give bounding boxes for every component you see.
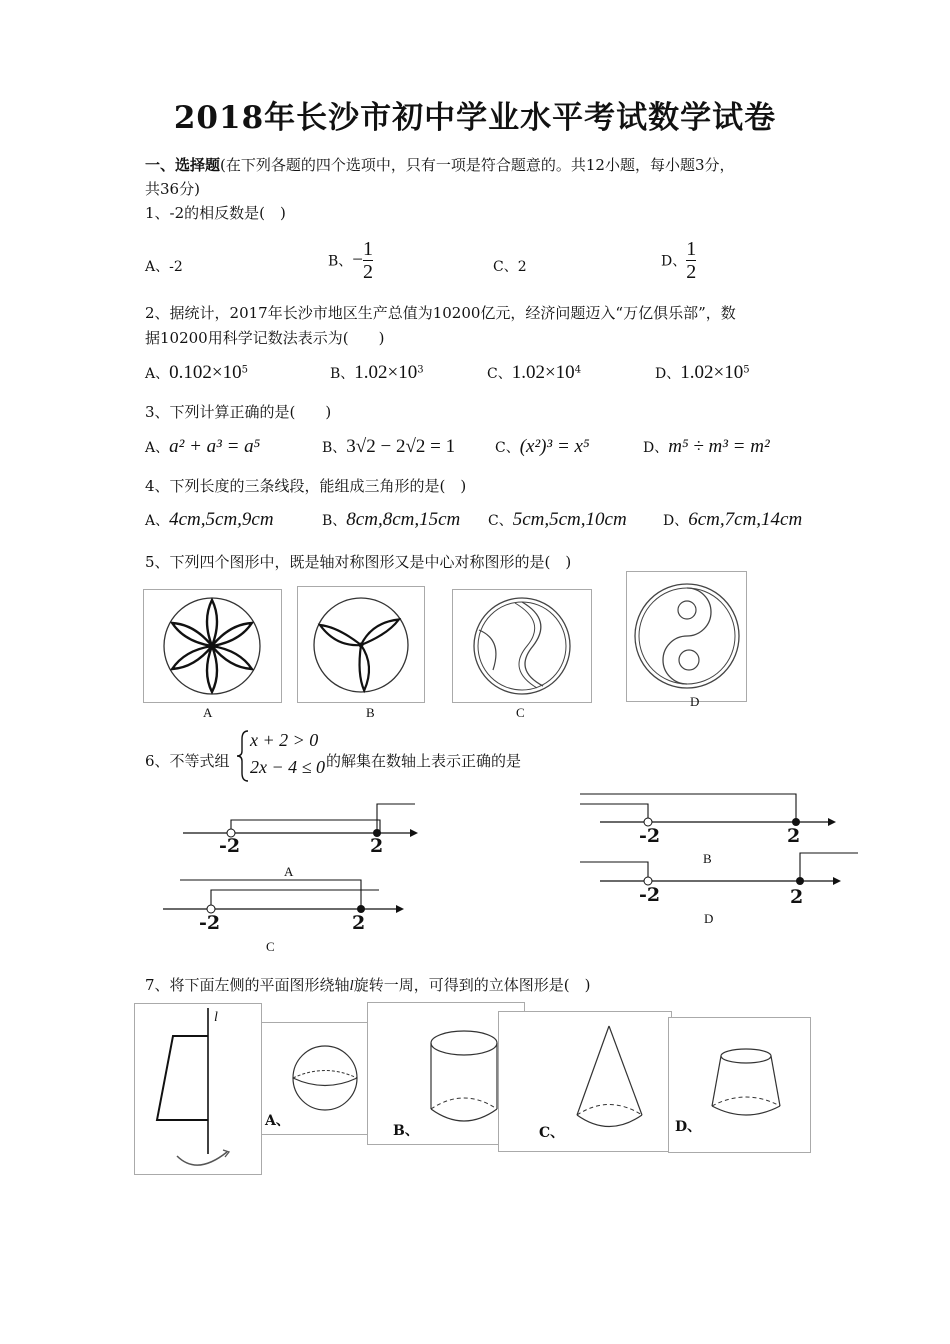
q6-c-tick-pos2: 2 bbox=[352, 912, 366, 934]
q2-a-prefix: A、 bbox=[145, 366, 170, 382]
q2-a-exponent: 5 bbox=[241, 364, 248, 376]
q2-c-exponent: 4 bbox=[574, 364, 582, 376]
q6-a-tick-pos2: 2 bbox=[370, 835, 384, 857]
cone-icon bbox=[499, 1012, 671, 1151]
q2-option-d bbox=[655, 362, 750, 384]
q5-figure-a bbox=[143, 589, 282, 703]
q4-option-a bbox=[145, 509, 274, 531]
q3-option-c bbox=[495, 436, 590, 458]
q3-d-prefix: D、 bbox=[643, 440, 669, 456]
q5-figure-d bbox=[626, 571, 747, 702]
q1-d-numerator: 1 bbox=[686, 238, 697, 260]
brace-icon bbox=[236, 729, 250, 783]
q3-c-prefix: C、 bbox=[495, 440, 520, 456]
q1-option-b bbox=[328, 238, 373, 283]
q1-option-d-prefix: D、 bbox=[661, 253, 687, 270]
q6-b-tick-pos2: 2 bbox=[787, 825, 801, 847]
q3-c-expression: (x²)³ = x⁵ bbox=[519, 436, 590, 457]
q4-option-d bbox=[663, 509, 802, 531]
q7-option-d-label: D、 bbox=[675, 1119, 702, 1135]
q5-figure-c bbox=[452, 589, 592, 703]
q2-b-base: 1.02×10 bbox=[354, 362, 418, 383]
q6-numberline-d bbox=[578, 850, 860, 892]
q1-b-numerator: 1 bbox=[363, 238, 374, 260]
q3-b-expression: 3√2 − 2√2 = 1 bbox=[346, 436, 456, 457]
q7-stem bbox=[145, 973, 590, 998]
q3-option-d bbox=[643, 436, 770, 458]
q5-label-a: A bbox=[203, 705, 213, 720]
yin-yang-icon bbox=[627, 572, 746, 701]
q6-numberline-b bbox=[578, 792, 843, 837]
q1-option-b-prefix: B、 bbox=[328, 253, 353, 270]
q2-stem-line1: 2、据统计，2017年长沙市地区生产总值为10200亿元，经济问题迈入“万亿俱乐部”，数 bbox=[145, 304, 736, 322]
q4-d-prefix: D、 bbox=[663, 513, 689, 529]
q7-axis-symbol: l bbox=[349, 978, 354, 994]
q6-prefix: 6、不等式组 bbox=[145, 752, 230, 770]
q1-option-a: A、-2 bbox=[145, 259, 183, 275]
q4-a-prefix: A、 bbox=[145, 513, 170, 529]
q6-a-tick-neg2: -2 bbox=[219, 835, 241, 857]
q7-axis-label: l bbox=[214, 1010, 218, 1025]
q5-label-c: C bbox=[516, 705, 525, 720]
q7-stem-b: 旋转一周，可得到的立体图形是( ) bbox=[353, 976, 591, 994]
q2-option-b bbox=[330, 362, 424, 384]
q4-d-expression: 6cm,7cm,14cm bbox=[688, 509, 803, 530]
q3-option-b bbox=[322, 436, 455, 458]
flower-six-petal-icon bbox=[144, 590, 281, 702]
q6-suffix: 的解集在数轴上表示正确的是 bbox=[326, 752, 522, 770]
q6-numberline-a bbox=[178, 800, 423, 862]
q1-option-d-fraction bbox=[686, 238, 696, 283]
q7-option-c-box bbox=[498, 1011, 672, 1152]
q6-label-b: B bbox=[703, 851, 712, 866]
q6-inequality-1: x + 2 > 0 bbox=[250, 730, 319, 750]
q4-c-expression: 5cm,5cm,10cm bbox=[512, 509, 627, 530]
q1-option-b-fraction bbox=[363, 238, 373, 283]
q6-b-tick-neg2: -2 bbox=[639, 825, 661, 847]
q1-b-denominator: 2 bbox=[363, 261, 374, 283]
q1-option-d bbox=[661, 238, 696, 283]
q5-stem: 5、下列四个图形中，既是轴对称图形又是中心对称图形的是( ) bbox=[145, 553, 572, 571]
q3-a-expression: a² + a³ = a⁵ bbox=[169, 436, 261, 457]
q2-a-base: 0.102×10 bbox=[169, 362, 242, 383]
q2-d-base: 1.02×10 bbox=[680, 362, 744, 383]
q6-label-a: A bbox=[284, 864, 294, 879]
q4-b-prefix: B、 bbox=[322, 513, 347, 529]
q5-figure-b bbox=[297, 586, 425, 703]
q2-b-prefix: B、 bbox=[330, 366, 355, 382]
section-intro bbox=[145, 153, 825, 177]
q3-stem: 3、下列计算正确的是( ) bbox=[145, 403, 332, 421]
section-intro-line2: 共36分) bbox=[145, 180, 200, 198]
q3-b-prefix: B、 bbox=[322, 440, 347, 456]
q2-stem-line2: 据10200用科学记数法表示为( ) bbox=[145, 329, 385, 347]
section-intro-text: (在下列各题的四个选项中，只有一项是符合题意的。共12小题，每小题3分， bbox=[220, 156, 735, 174]
q7-stem-a: 7、将下面左侧的平面图形绕轴 bbox=[145, 976, 350, 994]
section-heading: 一、选择题 bbox=[145, 156, 221, 174]
q3-d-expression: m⁵ ÷ m³ = m² bbox=[668, 436, 770, 457]
q2-c-base: 1.02×10 bbox=[511, 362, 575, 383]
q4-b-expression: 8cm,8cm,15cm bbox=[346, 509, 461, 530]
q6-numberline-c bbox=[160, 874, 410, 924]
q6-label-c: C bbox=[266, 939, 275, 954]
q6-c-tick-neg2: -2 bbox=[199, 912, 221, 934]
q4-stem: 4、下列长度的三条线段，能组成三角形的是( ) bbox=[145, 477, 467, 495]
q5-label-d: D bbox=[690, 694, 700, 709]
q6-d-tick-neg2: -2 bbox=[639, 884, 661, 906]
q2-option-a bbox=[145, 362, 248, 384]
q1-option-b-sign: − bbox=[352, 249, 364, 271]
q2-b-exponent: 3 bbox=[417, 364, 424, 376]
q6-inequality-2: 2x − 4 ≤ 0 bbox=[250, 757, 326, 777]
q3-a-prefix: A、 bbox=[145, 440, 170, 456]
q7-plane-figure bbox=[134, 1003, 262, 1175]
page-title: 2018年长沙市初中学业水平考试数学试卷 bbox=[173, 100, 777, 136]
q7-option-c-label: C、 bbox=[539, 1125, 565, 1141]
q2-c-prefix: C、 bbox=[487, 366, 512, 382]
q3-option-a bbox=[145, 436, 260, 458]
q5-label-b: B bbox=[366, 705, 375, 720]
q4-option-c bbox=[488, 509, 627, 531]
q4-option-b bbox=[322, 509, 460, 531]
q7-option-b-label: B、 bbox=[393, 1123, 419, 1139]
q6-label-d: D bbox=[704, 911, 714, 926]
q6-d-tick-pos2: 2 bbox=[790, 886, 804, 908]
q1-stem: 1、-2的相反数是( ) bbox=[145, 204, 286, 222]
q1-d-denominator: 2 bbox=[686, 261, 697, 283]
q2-d-prefix: D、 bbox=[655, 366, 681, 382]
trapezoid-axis-icon bbox=[135, 1004, 261, 1174]
q7-option-a-label: A、 bbox=[265, 1113, 290, 1129]
swirl-icon bbox=[453, 590, 591, 702]
q2-d-exponent: 5 bbox=[743, 364, 750, 376]
q4-c-prefix: C、 bbox=[488, 513, 513, 529]
three-petal-icon bbox=[298, 587, 424, 702]
q1-option-c: C、2 bbox=[493, 259, 527, 275]
q2-option-c bbox=[487, 362, 581, 384]
q4-a-expression: 4cm,5cm,9cm bbox=[169, 509, 274, 530]
